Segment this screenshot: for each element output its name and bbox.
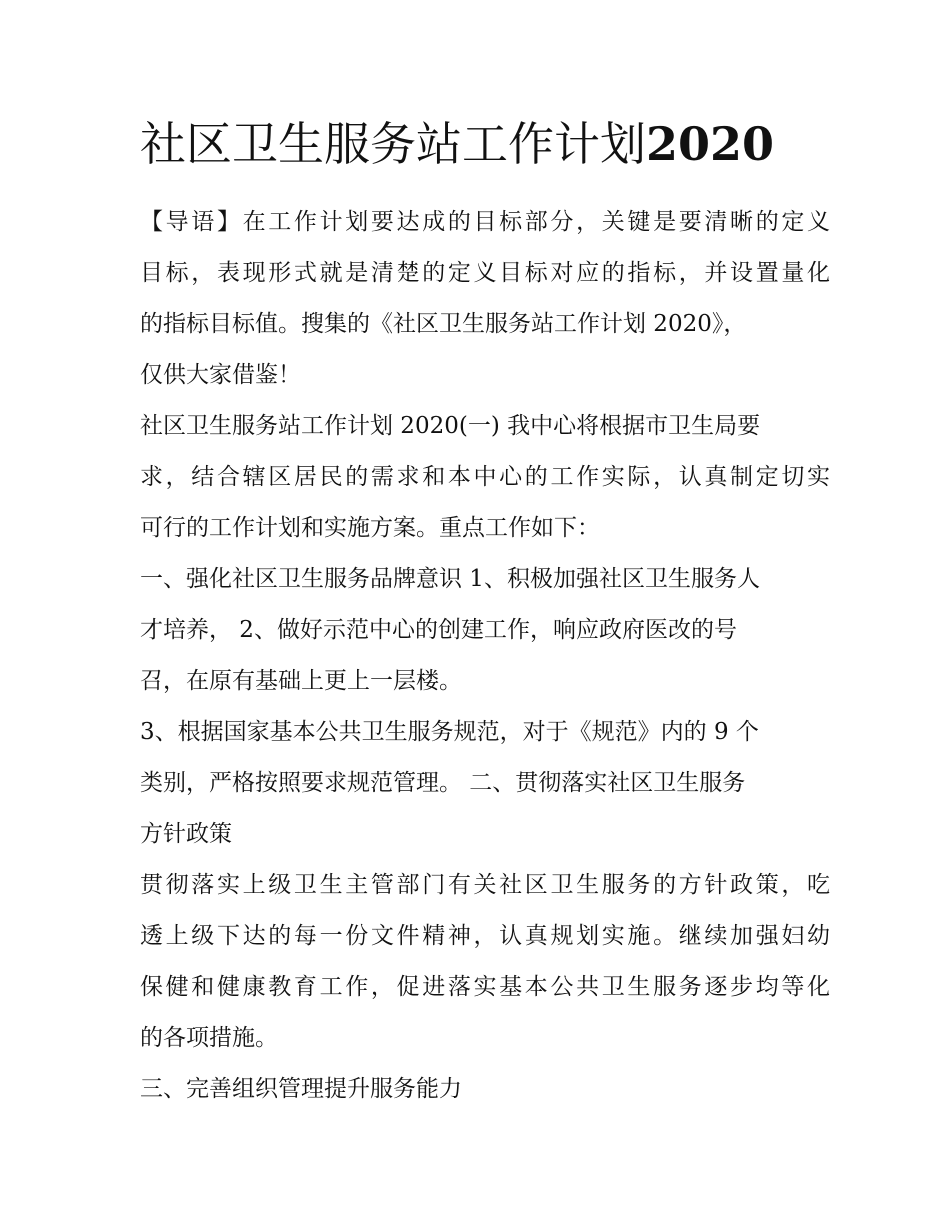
text-line: 保健和健康教育工作，促进落实基本公共卫生服务逐步均等化 bbox=[140, 974, 830, 1000]
text-line: 社区卫生服务站工作计划 2020(一) 我中心将根据市卫生局要 bbox=[140, 413, 761, 439]
text-line: 仅供大家借鉴！ bbox=[140, 362, 301, 388]
text-line: 方针政策 bbox=[140, 821, 232, 847]
text-line: 可行的工作计划和实施方案。重点工作如下： bbox=[140, 515, 600, 541]
text-line: 三、完善组织管理提升服务能力 bbox=[140, 1076, 462, 1102]
text-line: 类别，严格按照要求规范管理。 二、贯彻落实社区卫生服务 bbox=[140, 770, 746, 796]
text-line: 的指标目标值。搜集的《社区卫生服务站工作计划 2020》， bbox=[140, 311, 747, 337]
text-line: 贯彻落实上级卫生主管部门有关社区卫生服务的方针政策，吃 bbox=[140, 872, 830, 898]
title-year: 2020 bbox=[646, 117, 775, 171]
page-title bbox=[140, 112, 840, 176]
text-line: 求，结合辖区居民的需求和本中心的工作实际，认真制定切实 bbox=[140, 464, 830, 490]
title-text: 社区卫生服务站工作计划 bbox=[140, 117, 646, 171]
text-line: 【导语】在工作计划要达成的目标部分，关键是要清晰的定义 bbox=[140, 209, 830, 235]
text-line: 召，在原有基础上更上一层楼。 bbox=[140, 668, 462, 694]
text-line: 3、根据国家基本公共卫生服务规范，对于《规范》内的 9 个 bbox=[140, 719, 759, 745]
text-line: 目标，表现形式就是清楚的定义目标对应的指标，并设置量化 bbox=[140, 260, 830, 286]
text-line: 的各项措施。 bbox=[140, 1025, 278, 1051]
text-line: 透上级下达的每一份文件精神，认真规划实施。继续加强妇幼 bbox=[140, 923, 830, 949]
text-line: 才培养， 2、做好示范中心的创建工作，响应政府医改的号 bbox=[140, 617, 737, 643]
text-line: 一、强化社区卫生服务品牌意识 1、积极加强社区卫生服务人 bbox=[140, 566, 760, 592]
